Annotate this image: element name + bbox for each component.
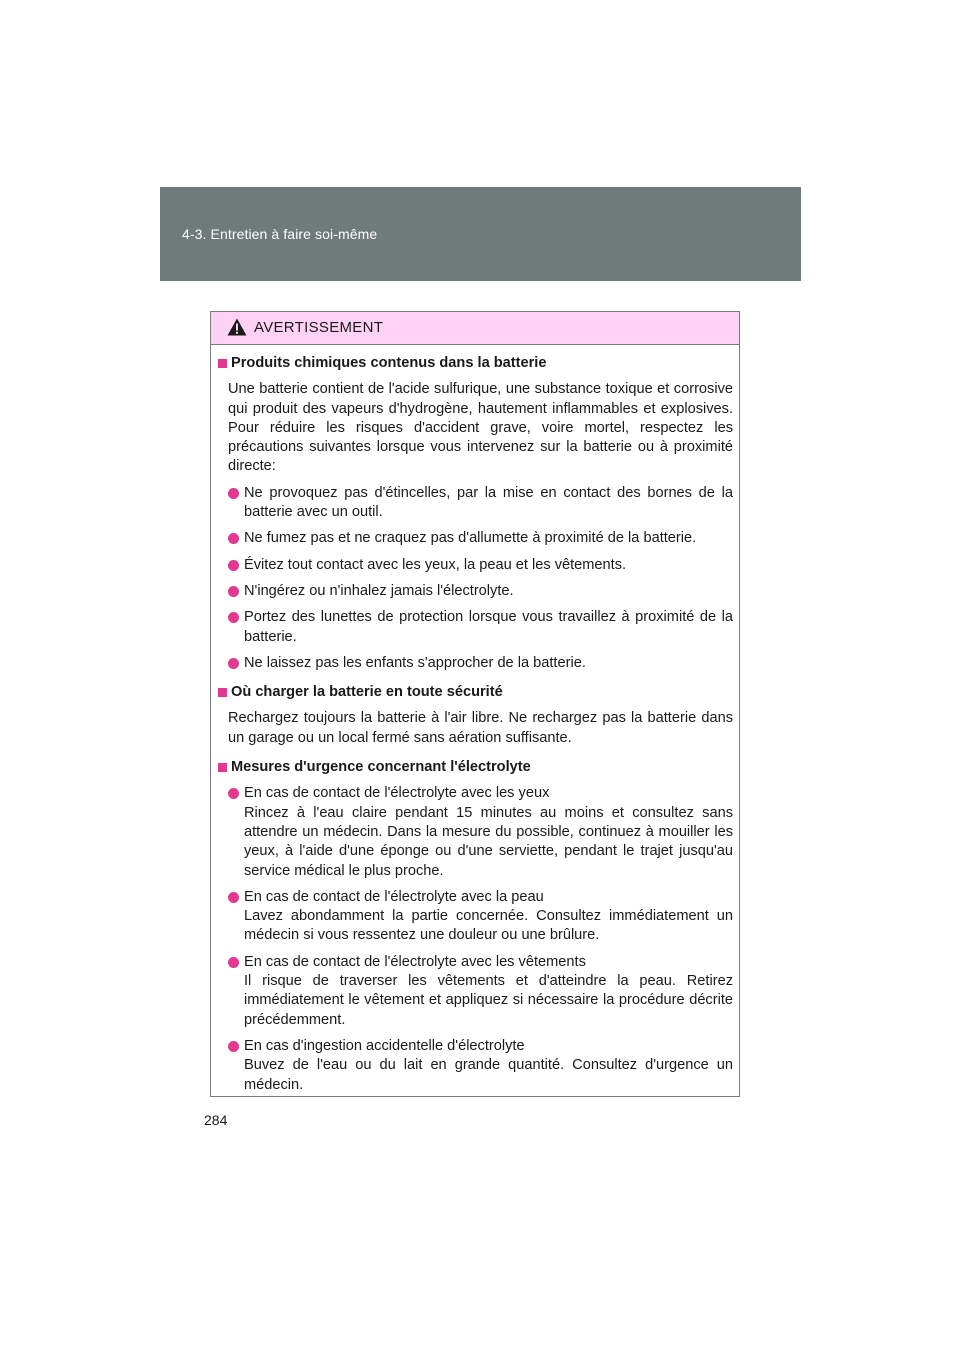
list-item-text: Ne laissez pas les enfants s'approcher de la batterie.: [244, 654, 586, 671]
list-item: [218, 582, 733, 601]
list-item-text: Ne provoquez pas d'étincelles, par la mise en contact des bornes de la batterie avec un outil.: [244, 484, 733, 521]
list-item-text: N'ingérez ou n'inhalez jamais l'électrolyte.: [244, 582, 514, 599]
list-item: [218, 953, 733, 1030]
circle-bullet-icon: [228, 533, 239, 544]
warning-header: [211, 312, 739, 345]
circle-bullet-icon: [228, 612, 239, 623]
list-item: [218, 556, 733, 575]
list-item: [218, 784, 733, 880]
circle-bullet-icon: [228, 892, 239, 903]
section-heading: [218, 354, 733, 373]
list-item: [218, 654, 733, 673]
list-item-label: En cas de contact de l'électrolyte avec la peau: [244, 888, 544, 905]
section-heading-text: Où charger la batterie en toute sécurité: [231, 684, 503, 701]
list-item-body: Rincez à l'eau claire pendant 15 minutes au moins et consultez sans attendre un médecin. Dans la mesure du possible, continuez à mouiller les yeux, à l'aide d'une éponge ou d'une serviette, pendant le trajet jusqu'au service médical le plus proche.: [244, 804, 733, 879]
square-bullet-icon: [218, 763, 227, 772]
list-item: [218, 484, 733, 523]
list-item-text: [244, 1037, 733, 1095]
section-heading-text: Mesures d'urgence concernant l'électrolyte: [231, 759, 531, 776]
warning-title: AVERTISSEMENT: [254, 319, 384, 336]
section-paragraph: Une batterie contient de l'acide sulfurique, une substance toxique et corrosive qui produit des vapeurs d'hydrogène, hautement inflammables et explosives. Pour réduire les risques d'accident grave, voire mortel, respectez les précautions suivantes lorsque vous intervenez sur la batterie ou à proximité directe:: [228, 381, 733, 475]
square-bullet-icon: [218, 688, 227, 697]
section-title: 4-3. Entretien à faire soi-même: [182, 226, 378, 242]
list-item-text: [244, 953, 733, 1030]
circle-bullet-icon: [228, 560, 239, 571]
list-item: [218, 608, 733, 647]
list-item-label: En cas de contact de l'électrolyte avec les vêtements: [244, 953, 586, 970]
circle-bullet-icon: [228, 488, 239, 499]
circle-bullet-icon: [228, 957, 239, 968]
warning-box: [210, 311, 740, 1097]
list-item-text: [244, 888, 733, 946]
circle-bullet-icon: [228, 788, 239, 799]
list-item-label: En cas d'ingestion accidentelle d'électrolyte: [244, 1037, 525, 1054]
square-bullet-icon: [218, 359, 227, 368]
list-item: [218, 888, 733, 946]
circle-bullet-icon: [228, 1041, 239, 1052]
list-item-body: Buvez de l'eau ou du lait en grande quantité. Consultez d'urgence un médecin.: [244, 1057, 733, 1093]
list-item-text: Portez des lunettes de protection lorsque vous travaillez à proximité de la batterie.: [244, 609, 733, 645]
list-item-body: Lavez abondamment la partie concernée. Consultez immédiatement un médecin si vous ressentez une douleur ou une brûlure.: [244, 908, 733, 944]
list-item-body: Il risque de traverser les vêtements et d'atteindre la peau. Retirez immédiatement le vêtement et appliquez si nécessaire la procédure décrite précédemment.: [244, 973, 733, 1028]
circle-bullet-icon: [228, 586, 239, 597]
list-item-text: [244, 784, 733, 880]
circle-bullet-icon: [228, 658, 239, 669]
warning-triangle-icon: [227, 318, 247, 336]
section-heading: [218, 683, 733, 702]
section-paragraph: Rechargez toujours la batterie à l'air libre. Ne rechargez pas la batterie dans un garage ou un local fermé sans aération suffisante.: [228, 710, 733, 746]
section-header-band: [160, 187, 801, 281]
page-number: 284: [204, 1112, 228, 1128]
list-item: [218, 1037, 733, 1095]
section-heading-text: Produits chimiques contenus dans la batterie: [231, 355, 547, 371]
list-item: [218, 529, 733, 548]
list-item-label: En cas de contact de l'électrolyte avec les yeux: [244, 785, 550, 802]
section-heading: [218, 758, 733, 777]
warning-content: [211, 345, 739, 1095]
list-item-text: Ne fumez pas et ne craquez pas d'allumette à proximité de la batterie.: [244, 530, 697, 547]
list-item-text: Évitez tout contact avec les yeux, la peau et les vêtements.: [244, 556, 627, 573]
